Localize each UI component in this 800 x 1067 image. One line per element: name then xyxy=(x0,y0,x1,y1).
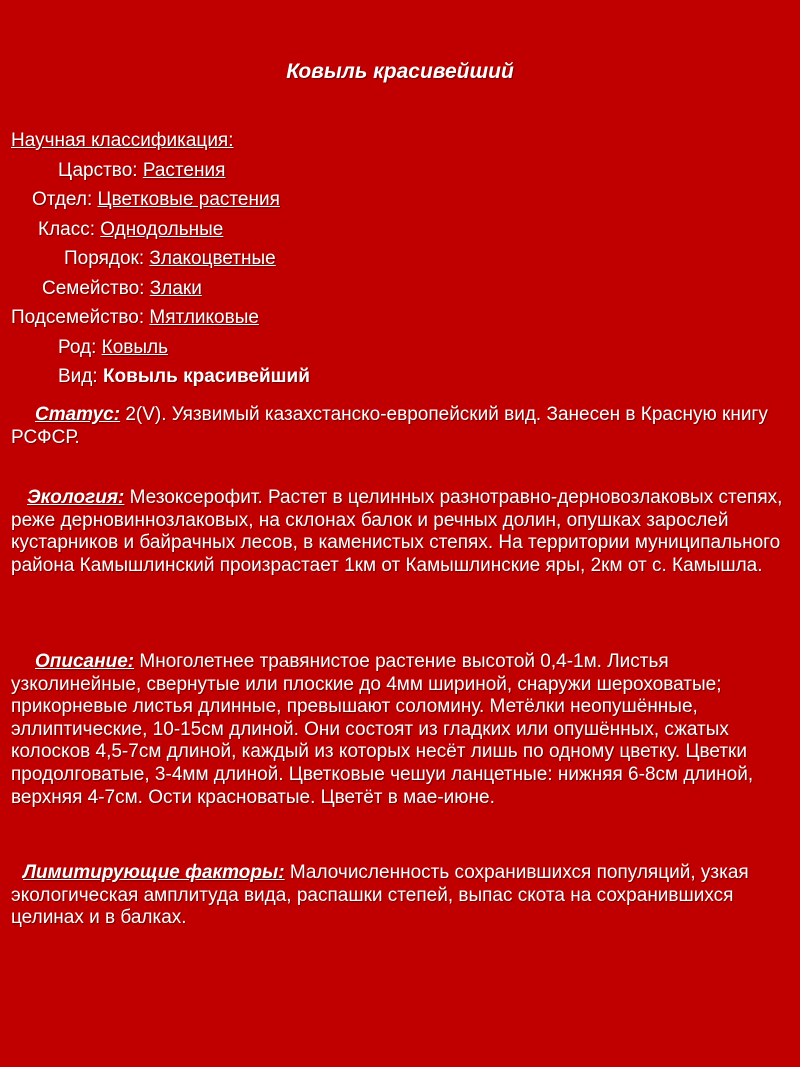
limiting-text: Малочисленность сохранившихся популяций, узкая экологическая амплитуда вида, распашки степей, выпас скота на сохранившихся целинах и в балках. xyxy=(11,862,749,929)
row-value: Ковыль красивейший xyxy=(102,366,310,387)
row-link[interactable]: Мятликовые xyxy=(149,307,259,328)
row-label: Семейство: xyxy=(42,277,150,299)
row-link[interactable]: Однодольные xyxy=(100,218,224,240)
limiting-paragraph xyxy=(11,862,796,930)
ecology-heading: Экология: xyxy=(27,487,125,508)
description-paragraph xyxy=(11,651,796,809)
classification-row-family xyxy=(11,274,310,304)
row-label: Порядок: xyxy=(64,248,150,269)
row-link[interactable]: Ковыль xyxy=(101,336,169,358)
row-link[interactable]: Растения xyxy=(142,159,226,181)
row-label: Царство: xyxy=(58,159,143,181)
classification-row-genus xyxy=(11,333,310,363)
row-link[interactable]: Цветковые растения xyxy=(97,189,280,210)
classification-row-subfamily xyxy=(11,303,310,333)
ecology-paragraph xyxy=(11,487,796,577)
row-label: Подсемейство: xyxy=(11,307,150,328)
classification-row-kingdom xyxy=(11,156,310,186)
row-label: Род: xyxy=(58,336,102,358)
classification-row-order xyxy=(11,244,310,274)
classification-row-class xyxy=(11,215,310,245)
classification-heading: Научная классификация: xyxy=(11,130,234,151)
row-label: Отдел: xyxy=(32,189,98,210)
row-label: Класс: xyxy=(38,218,101,240)
row-link[interactable]: Злаки xyxy=(149,277,202,299)
row-link[interactable]: Злакоцветные xyxy=(149,248,276,269)
description-heading: Описание: xyxy=(35,651,135,672)
status-heading: Статус: xyxy=(35,404,121,425)
classification-row-species xyxy=(11,362,310,392)
classification-block xyxy=(11,126,310,392)
limiting-heading: Лимитирующие факторы: xyxy=(23,862,285,883)
status-text: 2(V). Уязвимый казахстанско-европейский вид. Занесен в Красную книгу РСФСР. xyxy=(11,404,768,448)
status-paragraph xyxy=(11,404,796,449)
description-text: Многолетнее травянистое растение высотой 0,4-1м. Листья узколинейные, свернутые или плоские до 4мм шириной, снаружи шероховатые; прикорневые листья длинные, превышают соломину. Метёлки неопушённые, эллиптические, 10-15см длиной. Они состоят из гладких или опушённых, сжатых колосков 4,5-7см длиной, каждый из которых несёт лишь по одному цветку. Цветки продолговатые, 3-4мм длиной. Цветковые чешуи ланцетные: нижняя 6-8см длиной, верхняя 4-7см. Ости красноватые. Цветёт в мае-июне. xyxy=(11,651,754,808)
row-label: Вид: xyxy=(58,366,103,387)
page-title: Ковыль красивейший xyxy=(286,60,514,83)
ecology-text: Мезоксерофит. Растет в целинных разнотравно-дерновозлаковых степях, реже дерновиннозлаковых, на склонах балок и речных долин, опушках зарослей кустарников и байрачных лесов, в каменистых степях. На территории муниципального района Камышлинский произрастает 1км от Камышлинские яры, 2км от с. Камышла. xyxy=(11,487,783,576)
classification-row-division xyxy=(11,185,310,215)
